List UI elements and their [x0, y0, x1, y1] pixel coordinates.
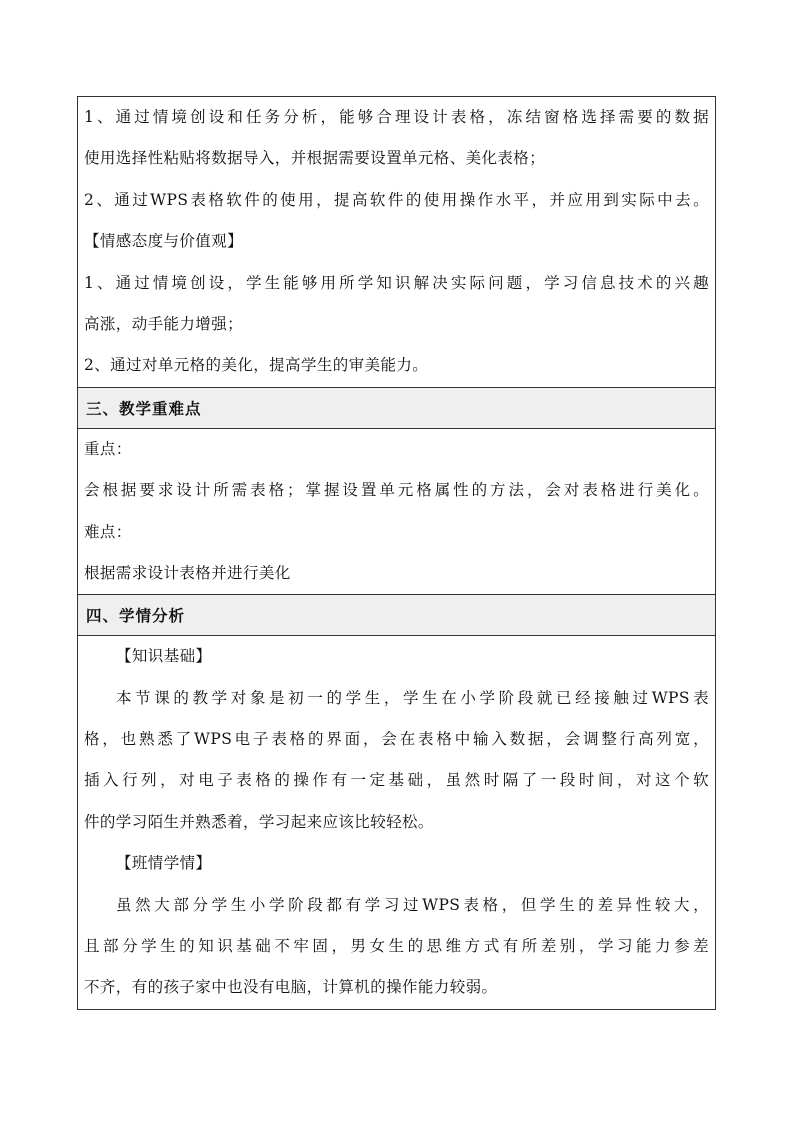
- key-point-label: 重点：: [84, 439, 132, 458]
- objective-line: 1、通过情境创设和任务分析，能够合理设计表格，冻结窗格选择需要的数据: [84, 108, 709, 126]
- analysis-line: 且部分学生的知识基础不牢固，男女生的思维方式有所差别，学习能力参差: [84, 937, 709, 956]
- student-analysis-cell: [78, 635, 715, 1009]
- analysis-line: 不齐，有的孩子家中也没有电脑，计算机的操作能力较弱。: [84, 978, 498, 997]
- objective-line: 2、通过对单元格的美化，提高学生的审美能力。: [84, 356, 429, 375]
- objective-line: 1、通过情境创设，学生能够用所学知识解决实际问题，学习信息技术的兴趣: [84, 273, 709, 292]
- objective-line: 高涨，动手能力增强；: [84, 314, 244, 333]
- key-points-cell: [78, 428, 715, 595]
- objective-line: 使用选择性粘贴将数据导入，并根据需要设置单元格、美化表格；: [84, 149, 546, 168]
- analysis-line: 本节课的教学对象是初一的学生，学生在小学阶段就已经接触过WPS表: [116, 688, 709, 707]
- analysis-line: 格，也熟悉了WPS电子表格的界面，会在表格中输入数据，会调整行高列宽，: [84, 730, 709, 749]
- subheading-class-situation: 【班情学情】: [116, 854, 212, 873]
- analysis-line: 件的学习陌生并熟悉着，学习起来应该比较轻松。: [84, 812, 434, 831]
- analysis-line: 虽然大部分学生小学阶段都有学习过WPS表格，但学生的差异性较大，: [116, 895, 709, 914]
- lesson-plan-table: [77, 96, 716, 1010]
- difficulty-label: 难点：: [84, 522, 132, 541]
- section-title-key-points: 三、教学重难点: [78, 387, 715, 428]
- subheading-emotion-values: 【情感态度与价值观】: [84, 232, 244, 251]
- key-point-text: 会根据要求设计所需表格；掌握设置单元格属性的方法，会对表格进行美化。: [84, 481, 709, 500]
- analysis-line: 插入行列，对电子表格的操作有一定基础，虽然时隔了一段时间，对这个软: [84, 771, 709, 790]
- difficulty-text: 根据需求设计表格并进行美化: [84, 563, 291, 582]
- objective-line: 2、通过WPS表格软件的使用，提高软件的使用操作水平，并应用到实际中去。: [84, 190, 709, 209]
- objectives-cell: [78, 97, 715, 387]
- section-title-student-analysis: 四、学情分析: [78, 594, 715, 635]
- subheading-knowledge-base: 【知识基础】: [116, 647, 212, 666]
